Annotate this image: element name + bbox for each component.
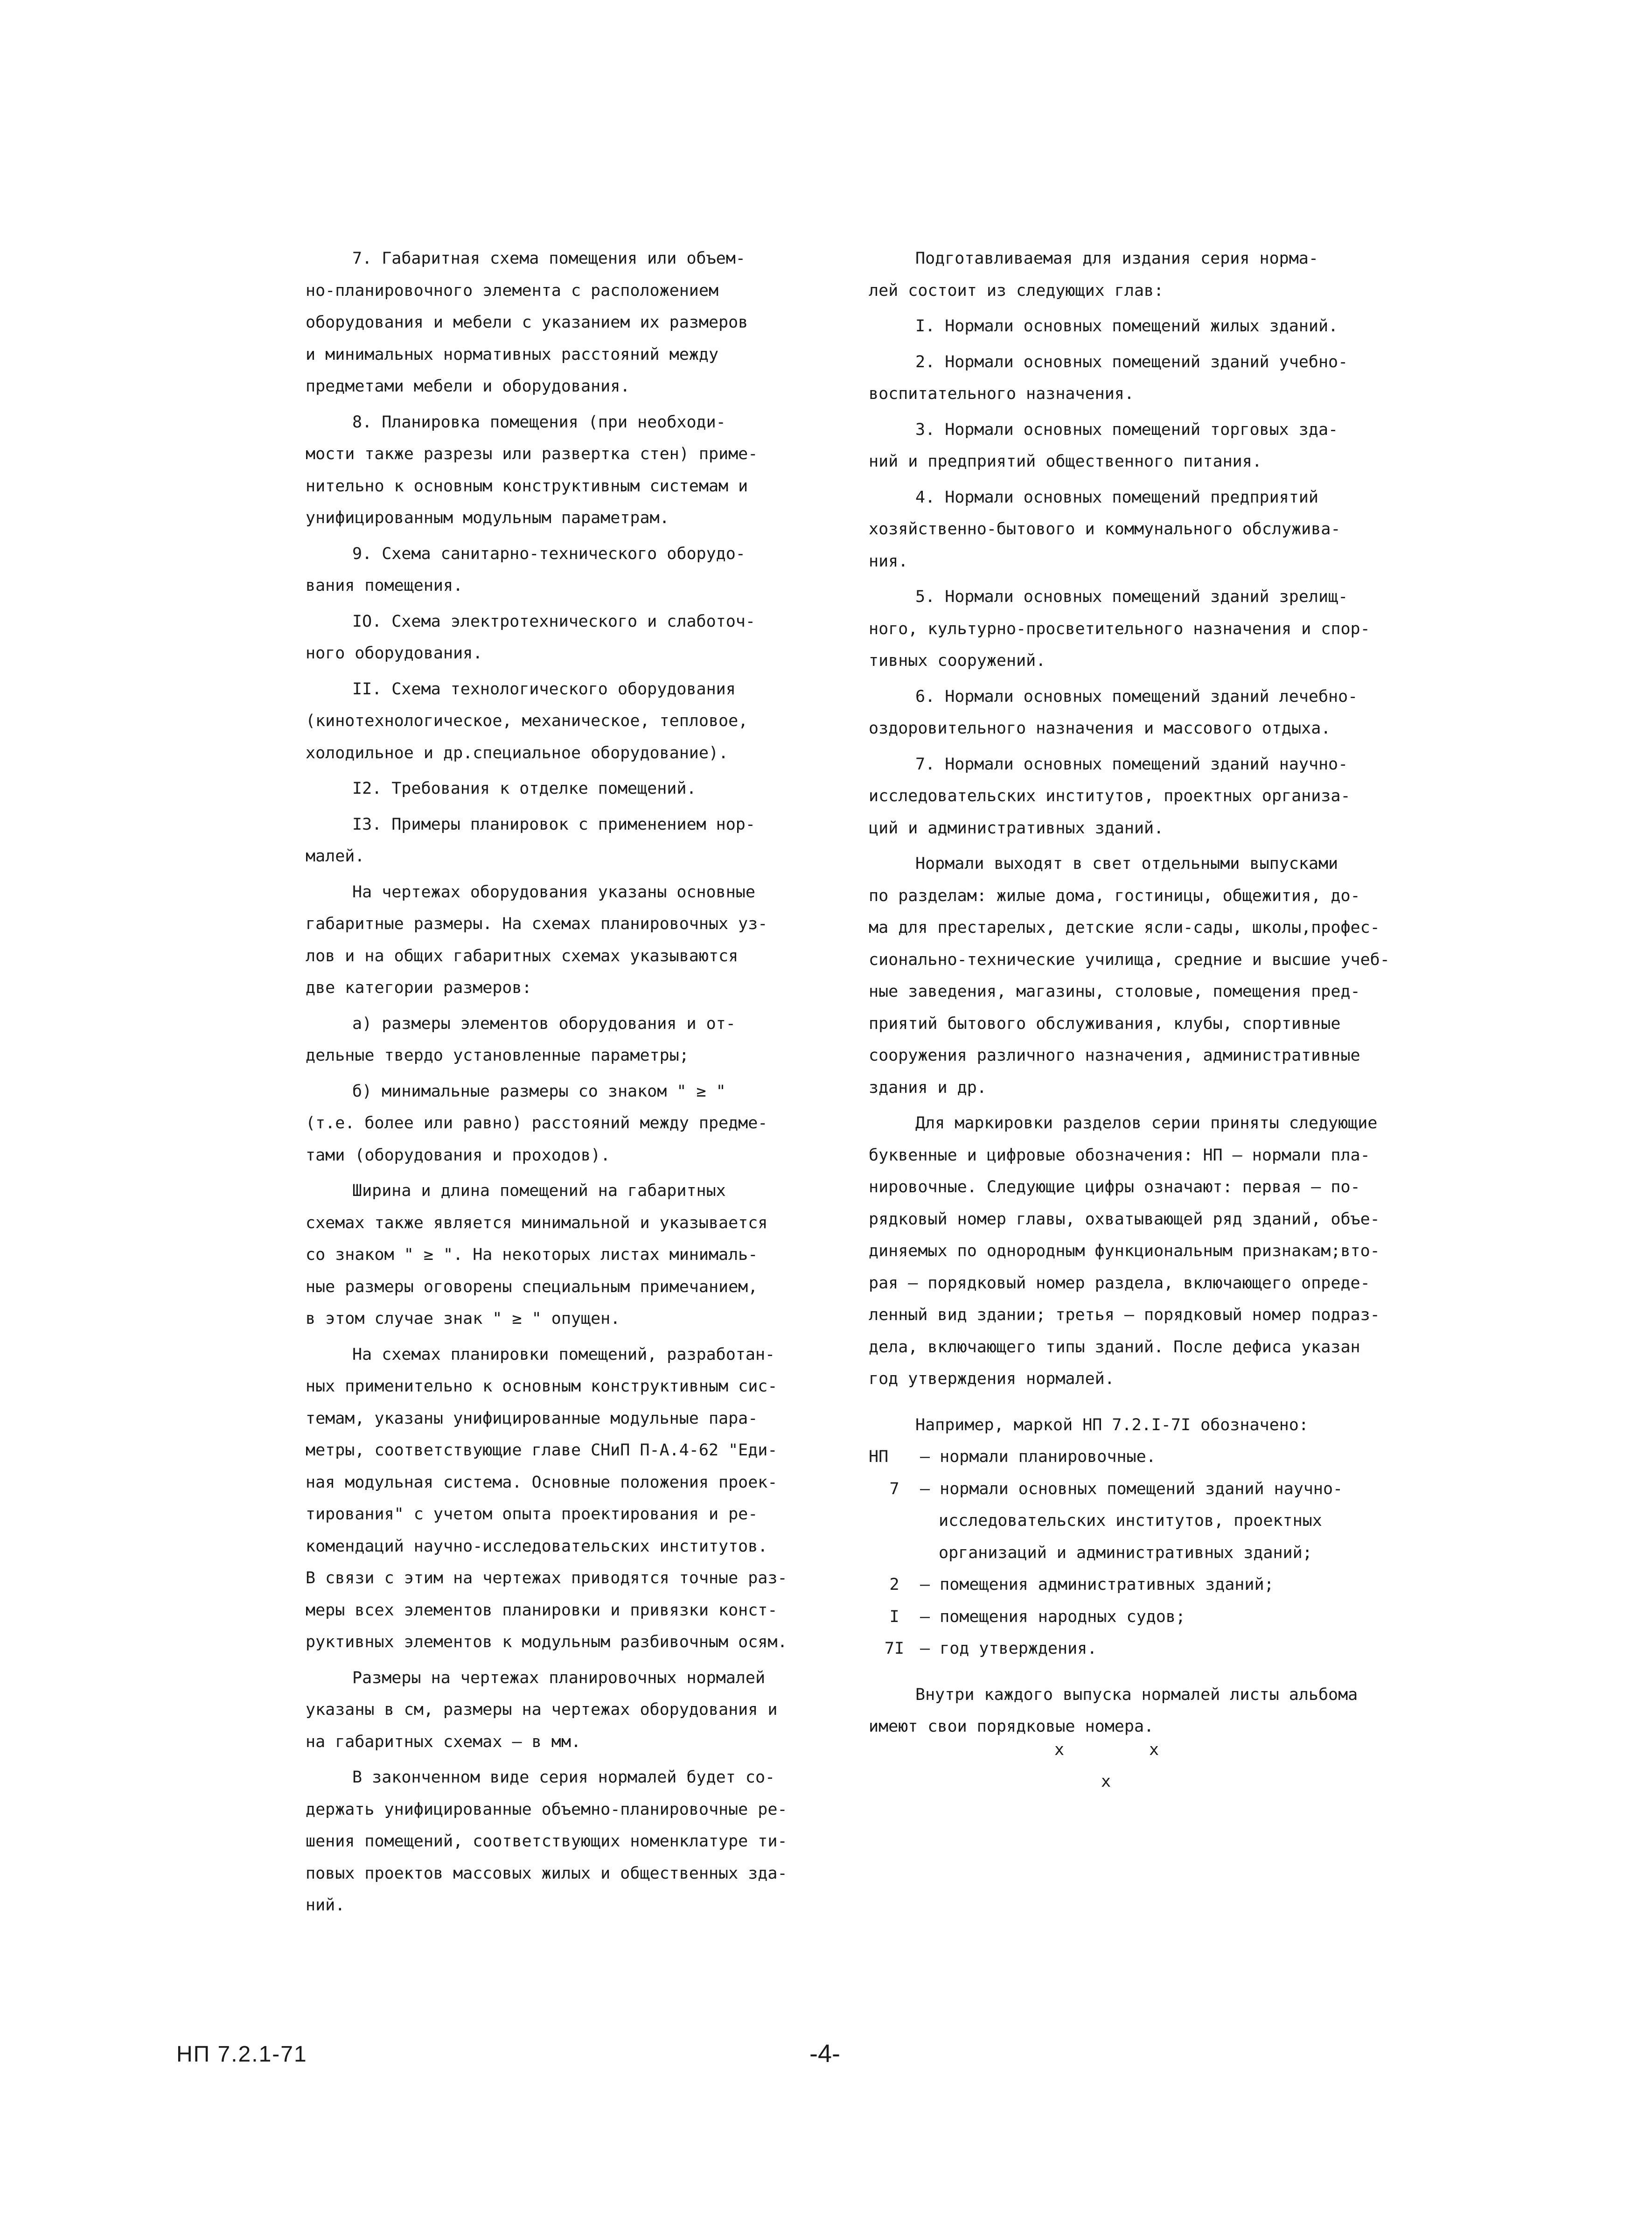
legend-row [869,1569,1396,1601]
paragraph-line: воспитательного назначения. [869,384,1134,403]
paragraph-line: ленный вид здании; третья – порядковый номер подраз- [869,1306,1380,1324]
paragraph-line: Нормали выходят в свет отдельными выпусками [915,854,1338,873]
legend-code: НП [869,1447,889,1466]
paragraph-line: предметами мебели и оборудования. [306,377,630,396]
right-paragraphs [869,243,1396,1395]
paragraph [306,606,798,670]
legend-description [920,1633,1396,1665]
paragraph-line: II. Схема технологического оборудования [352,679,736,699]
paragraph-line: диняемых по однородным функциональным признакам;вто- [869,1242,1380,1260]
right-column [869,243,1396,1747]
legend-items [869,1441,1396,1665]
paragraph-line: и минимальных нормативных расстояний между [306,345,719,364]
paragraph-line: здания и др. [869,1078,987,1097]
paragraph-line: дельные твердо установленные параметры; [306,1046,689,1065]
paragraph-line: указаны в см, размеры на чертежах оборудования и [306,1700,778,1719]
paragraph-line: схемах также является минимальной и указывается [306,1213,768,1232]
paragraph-line: Ширина и длина помещений на габаритных [352,1181,726,1200]
closing-paragraph [869,1679,1396,1743]
legend-line: – помещения административных зданий; [920,1575,1274,1594]
paragraph-line: по разделам: жилые дома, гостиницы, общежития, до- [869,886,1360,905]
paragraph-line: хозяйственно-бытового и коммунального обслужива- [869,520,1341,538]
paragraph [306,1008,798,1072]
paragraph-line: тирования" с учетом опыта проектирования и ре- [306,1505,758,1524]
paragraph [306,406,798,534]
paragraph-line: нировочные. Следующие цифры означают: первая – по- [869,1178,1360,1196]
paragraph-line: а) размеры элементов оборудования и от- [352,1014,736,1033]
paragraph-line: 5. Нормали основных помещений зданий зрелищ- [915,587,1348,606]
end-mark: х [1101,1772,1111,1791]
legend-description [920,1601,1396,1633]
paragraph-line: руктивных элементов к модульным разбивочным осям. [306,1633,788,1651]
paragraph-line: сооружения различного назначения, административные [869,1046,1360,1065]
paragraph [306,538,798,602]
end-mark: х [1149,1741,1159,1759]
paragraph-line: Подготавливаемая для издания серия нормa- [915,249,1318,268]
marking-legend [869,1409,1396,1665]
paragraph-line: приятий бытового обслуживания, клубы, спортивные [869,1014,1341,1033]
paragraph-line: тами (оборудования и проходов). [306,1146,611,1165]
paragraph-line: в этом случае знак " ≥ " опущен. [306,1309,620,1328]
paragraph-line: 2. Нормали основных помещений зданий учебно- [915,352,1348,371]
paragraph [869,482,1396,578]
paragraph-line: сионально-технические училища, средние и высшие учеб- [869,950,1390,969]
paragraph [306,809,798,873]
paragraph-line: тивных сооружений. [869,651,1046,670]
legend-line: – нормали основных помещений зданий научно- [920,1479,1343,1498]
legend-row [869,1473,1396,1569]
paragraph-line: лов и на общих габаритных схемах указываются [306,946,739,965]
paragraph [869,848,1396,1104]
paragraph-line: холодильное и др.специальное оборудование). [306,743,729,762]
paragraph-line: 6. Нормали основных помещений зданий лечебно- [915,687,1358,706]
paragraph-line: комендаций научно-исследовательских институтов. [306,1537,768,1556]
paragraph-line: ний. [306,1896,345,1915]
paragraph-line: держать унифицированные объемно-планировочные ре- [306,1800,788,1819]
paragraph-line: унифицированным модульным параметрам. [306,509,669,527]
legend-row [869,1441,1396,1473]
paragraph-line: две категории размеров: [306,979,532,997]
paragraph-line: со знаком " ≥ ". На некоторых листах минималь- [306,1245,758,1264]
paragraph-line: дела, включающего типы зданий. После дефиса указан [869,1337,1360,1356]
paragraph-line: б) минимальные размеры со знаком " ≥ " [352,1082,726,1101]
legend-line: – год утверждения. [920,1639,1097,1658]
paragraph [306,1076,798,1172]
paragraph-line: ния. [869,552,908,571]
paragraph-line: вания помещения. [306,576,463,595]
paragraph-line: рая – порядковый номер раздела, включающего опреде- [869,1273,1370,1293]
left-column [306,243,798,1925]
paragraph-line: ная модульная система. Основные положения проек- [306,1473,778,1492]
legend-code: I [889,1607,899,1626]
paragraph [306,1762,798,1922]
legend-line: исследовательских институтов, проектных [939,1511,1322,1530]
paragraph-line: 7. Нормали основных помещений зданий научно- [915,755,1348,774]
paragraph-line: шения помещений, соответствующих номенклатуре ти- [306,1832,788,1851]
paragraph-line: Размеры на чертежах планировочных нормалей [352,1668,766,1687]
paragraph-line: год утверждения нормалей. [869,1370,1115,1388]
paragraph [869,346,1396,410]
paragraph-line: меры всех элементов планировки и привязки конст- [306,1601,778,1620]
legend-description [920,1441,1396,1473]
paragraph [306,243,798,403]
paragraph [869,310,1396,343]
paragraph-line: на габаритных схемах – в мм. [306,1732,581,1751]
paragraph-line: (кинотехнологическое, механическое, тепловое, [306,712,748,730]
paragraph [306,1175,798,1335]
paragraph-line: ций и административных зданий. [869,818,1164,838]
legend-line: – нормали планировочные. [920,1447,1156,1466]
paragraph-line: повых проектов массовых жилых и общественных зда- [306,1864,788,1883]
legend-intro: Например, маркой НП 7.2.I-7I обозначено: [915,1415,1309,1434]
legend-row [869,1633,1396,1665]
legend-line: – помещения народных судов; [920,1607,1185,1626]
paragraph-line: буквенные и цифровые обозначения: НП – нормали пла- [869,1146,1370,1165]
paragraph-line: 3. Нормали основных помещений торговых зда- [915,420,1338,439]
paragraph-line: 4. Нормали основных помещений предприятий [915,488,1318,507]
paragraph [869,748,1396,845]
legend-description [920,1569,1396,1601]
paragraph-line: ма для престарелых, детские ясли-сады, школы,профес- [869,918,1380,937]
paragraph-line: оборудования и мебели с указанием их размеров [306,313,748,332]
paragraph [306,876,798,1004]
page-number: -4- [809,2040,840,2068]
paragraph-line: В связи с этим на чертежах приводятся точные раз- [306,1569,788,1587]
paragraph-line: метры, соответствующие главе СНиП П-А.4-62 "Еди- [306,1441,778,1460]
paragraph-line: ные размеры оговорены специальным примечанием, [306,1277,758,1296]
paragraph-line: ных применительно к основным конструктивным сис- [306,1377,778,1396]
end-mark: х [1054,1741,1065,1759]
paragraph-line: ний и предприятий общественного питания. [869,452,1262,471]
paragraph-line: I2. Требования к отделке помещений. [352,779,697,798]
paragraph-line: Внутри каждого выпуска нормалей листы альбома [915,1685,1358,1704]
paragraph [869,681,1396,745]
legend-row [869,1601,1396,1633]
paragraph-line: ные заведения, магазины, столовые, помещения пред- [869,982,1360,1001]
paragraph-line: I. Нормали основных помещений жилых зданий. [915,317,1338,336]
paragraph-line: 8. Планировка помещения (при необходи- [352,412,726,432]
paragraph-line: малей. [306,847,365,866]
paragraph-line: мости также разрезы или развертка стен) приме- [306,445,758,463]
paragraph-line: В законченном виде серия нормалей будет со- [352,1768,775,1787]
paragraph-line: ного, культурно-просветительного назначения и спор- [869,619,1370,638]
section-end-marks [1054,1741,1194,1797]
paragraph-line: Для маркировки разделов серии приняты следующие [915,1114,1378,1132]
paragraph [869,1107,1396,1395]
legend-code: 7 [889,1479,899,1498]
legend-code: 7I [884,1639,905,1658]
paragraph-line: (т.е. более или равно) расстояний между предме- [306,1114,768,1132]
paragraph [306,673,798,769]
paragraph-line: На схемах планировки помещений, разработан- [352,1345,775,1364]
paragraph-line: габаритные размеры. На схемах планировочных уз- [306,915,768,933]
document-code: НП 7.2.1-71 [176,2042,307,2067]
paragraph-line: темам, указаны унифицированные модульные пара- [306,1409,758,1428]
paragraph-line: имеют свои порядковые номера. [869,1717,1154,1736]
paragraph [306,1662,798,1758]
legend-line: организаций и административных зданий; [939,1543,1312,1562]
paragraph-line: но-планировочного элемента с расположением [306,281,719,300]
paragraph-line: нительно к основным конструктивным системам и [306,476,748,496]
legend-description [920,1473,1396,1569]
paragraph [306,773,798,805]
paragraph-line: оздоровительного назначения и массового отдыха. [869,719,1331,738]
paragraph-line: I3. Примеры планировок с применением нор- [352,815,755,834]
paragraph-line: лей состоит из следующих глав: [869,281,1164,300]
paragraph-line: 7. Габаритная схема помещения или объем- [352,249,746,268]
paragraph-line: ного оборудования. [306,644,483,663]
paragraph [869,581,1396,677]
paragraph [869,414,1396,478]
paragraph [869,243,1396,307]
paragraph-line: IO. Схема электротехнического и слаботоч- [352,612,755,631]
paragraph-line: исследовательских институтов, проектных организа- [869,787,1351,805]
paragraph-line: рядковый номер главы, охватывающей ряд зданий, объе- [869,1209,1380,1229]
paragraph-line: На чертежах оборудования указаны основные [352,882,755,902]
paragraph [306,1339,798,1658]
paragraph-line: 9. Схема санитарно-технического оборудо- [352,544,746,563]
legend-code: 2 [889,1575,899,1594]
